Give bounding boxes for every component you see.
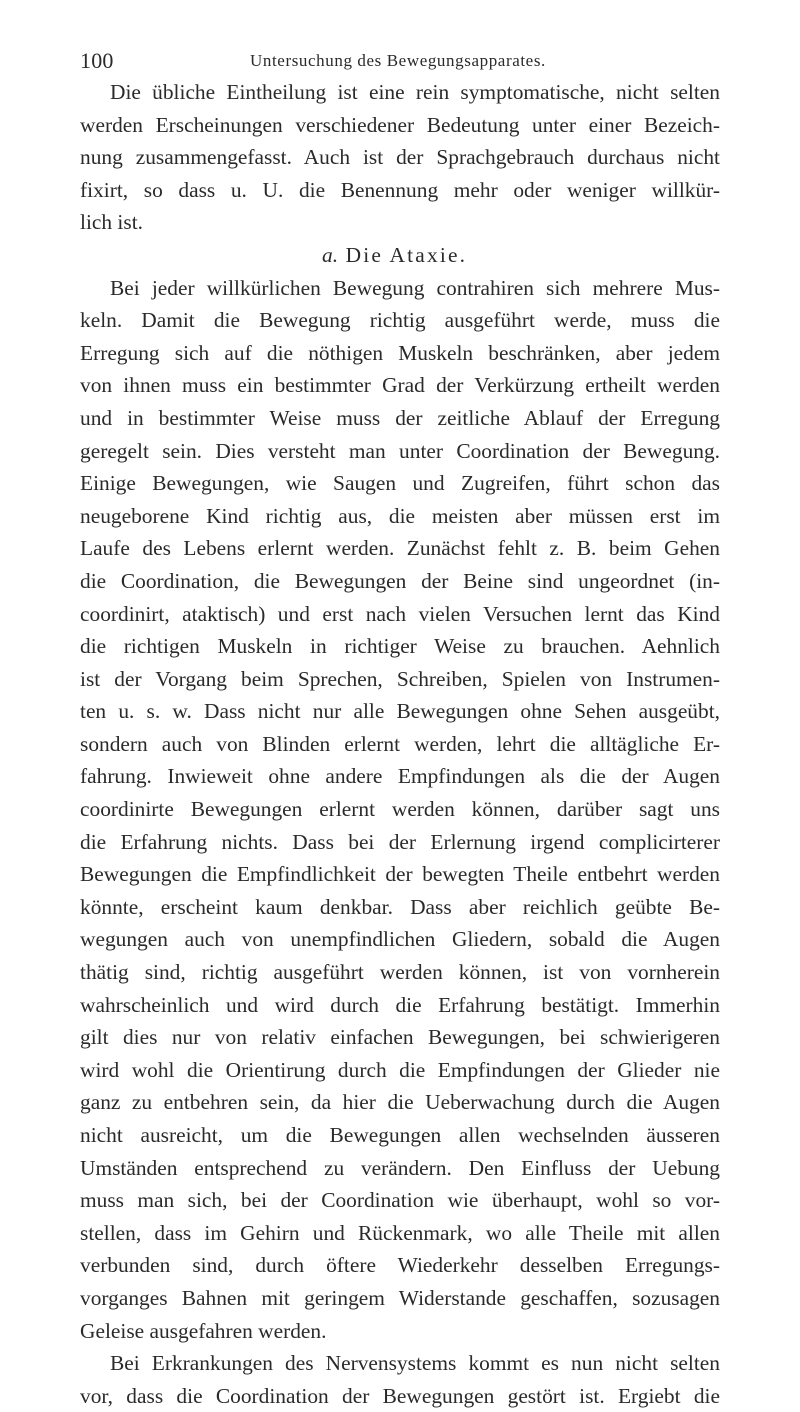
text-line: wird wohl die Orientirung durch die Empfindungen der Glieder nie xyxy=(80,1057,720,1082)
text-line: wahrscheinlich und wird durch die Erfahrung bestätigt. Immerhin xyxy=(80,992,720,1017)
text-line: Umständen entsprechend zu verändern. Den Einfluss der Uebung xyxy=(80,1155,720,1180)
text-line: fixirt, so dass u. U. die Benennung mehr oder weniger willkür- xyxy=(80,177,720,202)
section-letter: a. xyxy=(322,242,339,267)
text-line: werden Erscheinungen verschiedener Bedeutung unter einer Bezeich- xyxy=(80,112,720,137)
text-line: vorganges Bahnen mit geringem Widerstande geschaffen, sozusagen xyxy=(80,1285,720,1310)
running-title: Untersuchung des Bewegungsapparates. xyxy=(250,51,546,70)
section-heading xyxy=(80,239,720,272)
text-line: und in bestimmter Weise muss der zeitliche Ablauf der Erregung xyxy=(80,405,720,430)
text-line: coordinirte Bewegungen erlernt werden können, darüber sagt uns xyxy=(80,797,720,822)
text-line: Erregung sich auf die nöthigen Muskeln beschränken, aber jedem xyxy=(80,340,720,365)
text-line: gilt dies nur von relativ einfachen Bewegungen, bei schwierigeren xyxy=(80,1025,720,1050)
text-line: keln. Damit die Bewegung richtig ausgeführt werde, muss die xyxy=(80,308,720,333)
text-line: ganz zu entbehren sein, da hier die Ueberwachung durch die Augen xyxy=(80,1090,720,1115)
text-line: ten u. s. w. Dass nicht nur alle Bewegungen ohne Sehen ausgeübt, xyxy=(80,699,720,724)
text-line: wegungen auch von unempfindlichen Gliedern, sobald die Augen xyxy=(80,927,720,952)
text-line: fahrung. Inwieweit ohne andere Empfindungen als die der Augen xyxy=(80,764,720,789)
text-line: geregelt sein. Dies versteht man unter Coordination der Bewegung. xyxy=(80,438,720,463)
text-line: Bei Erkrankungen des Nervensystems kommt es nun nicht selten xyxy=(110,1351,720,1376)
text-line: sondern auch von Blinden erlernt werden, lehrt die alltägliche Er- xyxy=(80,731,720,756)
text-line: von ihnen muss ein bestimmter Grad der Verkürzung ertheilt werden xyxy=(80,373,720,398)
text-line: die Coordination, die Bewegungen der Beine sind ungeordnet (in- xyxy=(80,568,720,593)
book-page xyxy=(80,44,720,1412)
body-text xyxy=(80,76,720,1412)
text-line: Bei jeder willkürlichen Bewegung contrahiren sich mehrere Mus- xyxy=(110,275,720,300)
text-line: neugeborene Kind richtig aus, die meisten aber müssen erst im xyxy=(80,503,720,528)
text-line: Einige Bewegungen, wie Saugen und Zugreifen, führt schon das xyxy=(80,471,720,496)
section-title: Die Ataxie. xyxy=(345,242,468,267)
text-line: Bewegungen die Empfindlichkeit der bewegten Theile entbehrt werden xyxy=(80,862,720,887)
text-line: die Erfahrung nichts. Dass bei der Erlernung irgend complicirterer xyxy=(80,829,720,854)
text-line: Die übliche Eintheilung ist eine rein symptomatische, nicht selten xyxy=(110,80,720,104)
text-line: thätig sind, richtig ausgeführt werden können, ist von vornherein xyxy=(80,960,720,985)
text-line: verbunden sind, durch öftere Wiederkehr desselben Erregungs- xyxy=(80,1253,720,1278)
text-line: nung zusammengefasst. Auch ist der Sprachgebrauch durchaus nicht xyxy=(80,145,720,170)
text-line: vor, dass die Coordination der Bewegungen gestört ist. Ergiebt die xyxy=(80,1383,720,1408)
text-line: Geleise ausgefahren werden. xyxy=(80,1318,327,1343)
text-line: coordinirt, ataktisch) und erst nach vielen Versuchen lernt das Kind xyxy=(80,601,720,626)
text-line: nicht ausreicht, um die Bewegungen allen wechselnden äusseren xyxy=(80,1123,720,1147)
text-line: Laufe des Lebens erlernt werden. Zunächst fehlt z. B. beim Gehen xyxy=(80,536,720,561)
text-line: ist der Vorgang beim Sprechen, Schreiben, Spielen von Instrumen- xyxy=(80,666,720,691)
running-head xyxy=(80,44,720,76)
text-line: könnte, erscheint kaum denkbar. Dass aber reichlich geübte Be- xyxy=(80,894,720,919)
text-line: die richtigen Muskeln in richtiger Weise zu brauchen. Aehnlich xyxy=(80,634,720,659)
text-line: lich ist. xyxy=(80,210,143,235)
text-line: stellen, dass im Gehirn und Rückenmark, wo alle Theile mit allen xyxy=(80,1220,720,1245)
text-line: muss man sich, bei der Coordination wie überhaupt, wohl so vor- xyxy=(80,1188,720,1213)
page-number: 100 xyxy=(80,48,114,73)
